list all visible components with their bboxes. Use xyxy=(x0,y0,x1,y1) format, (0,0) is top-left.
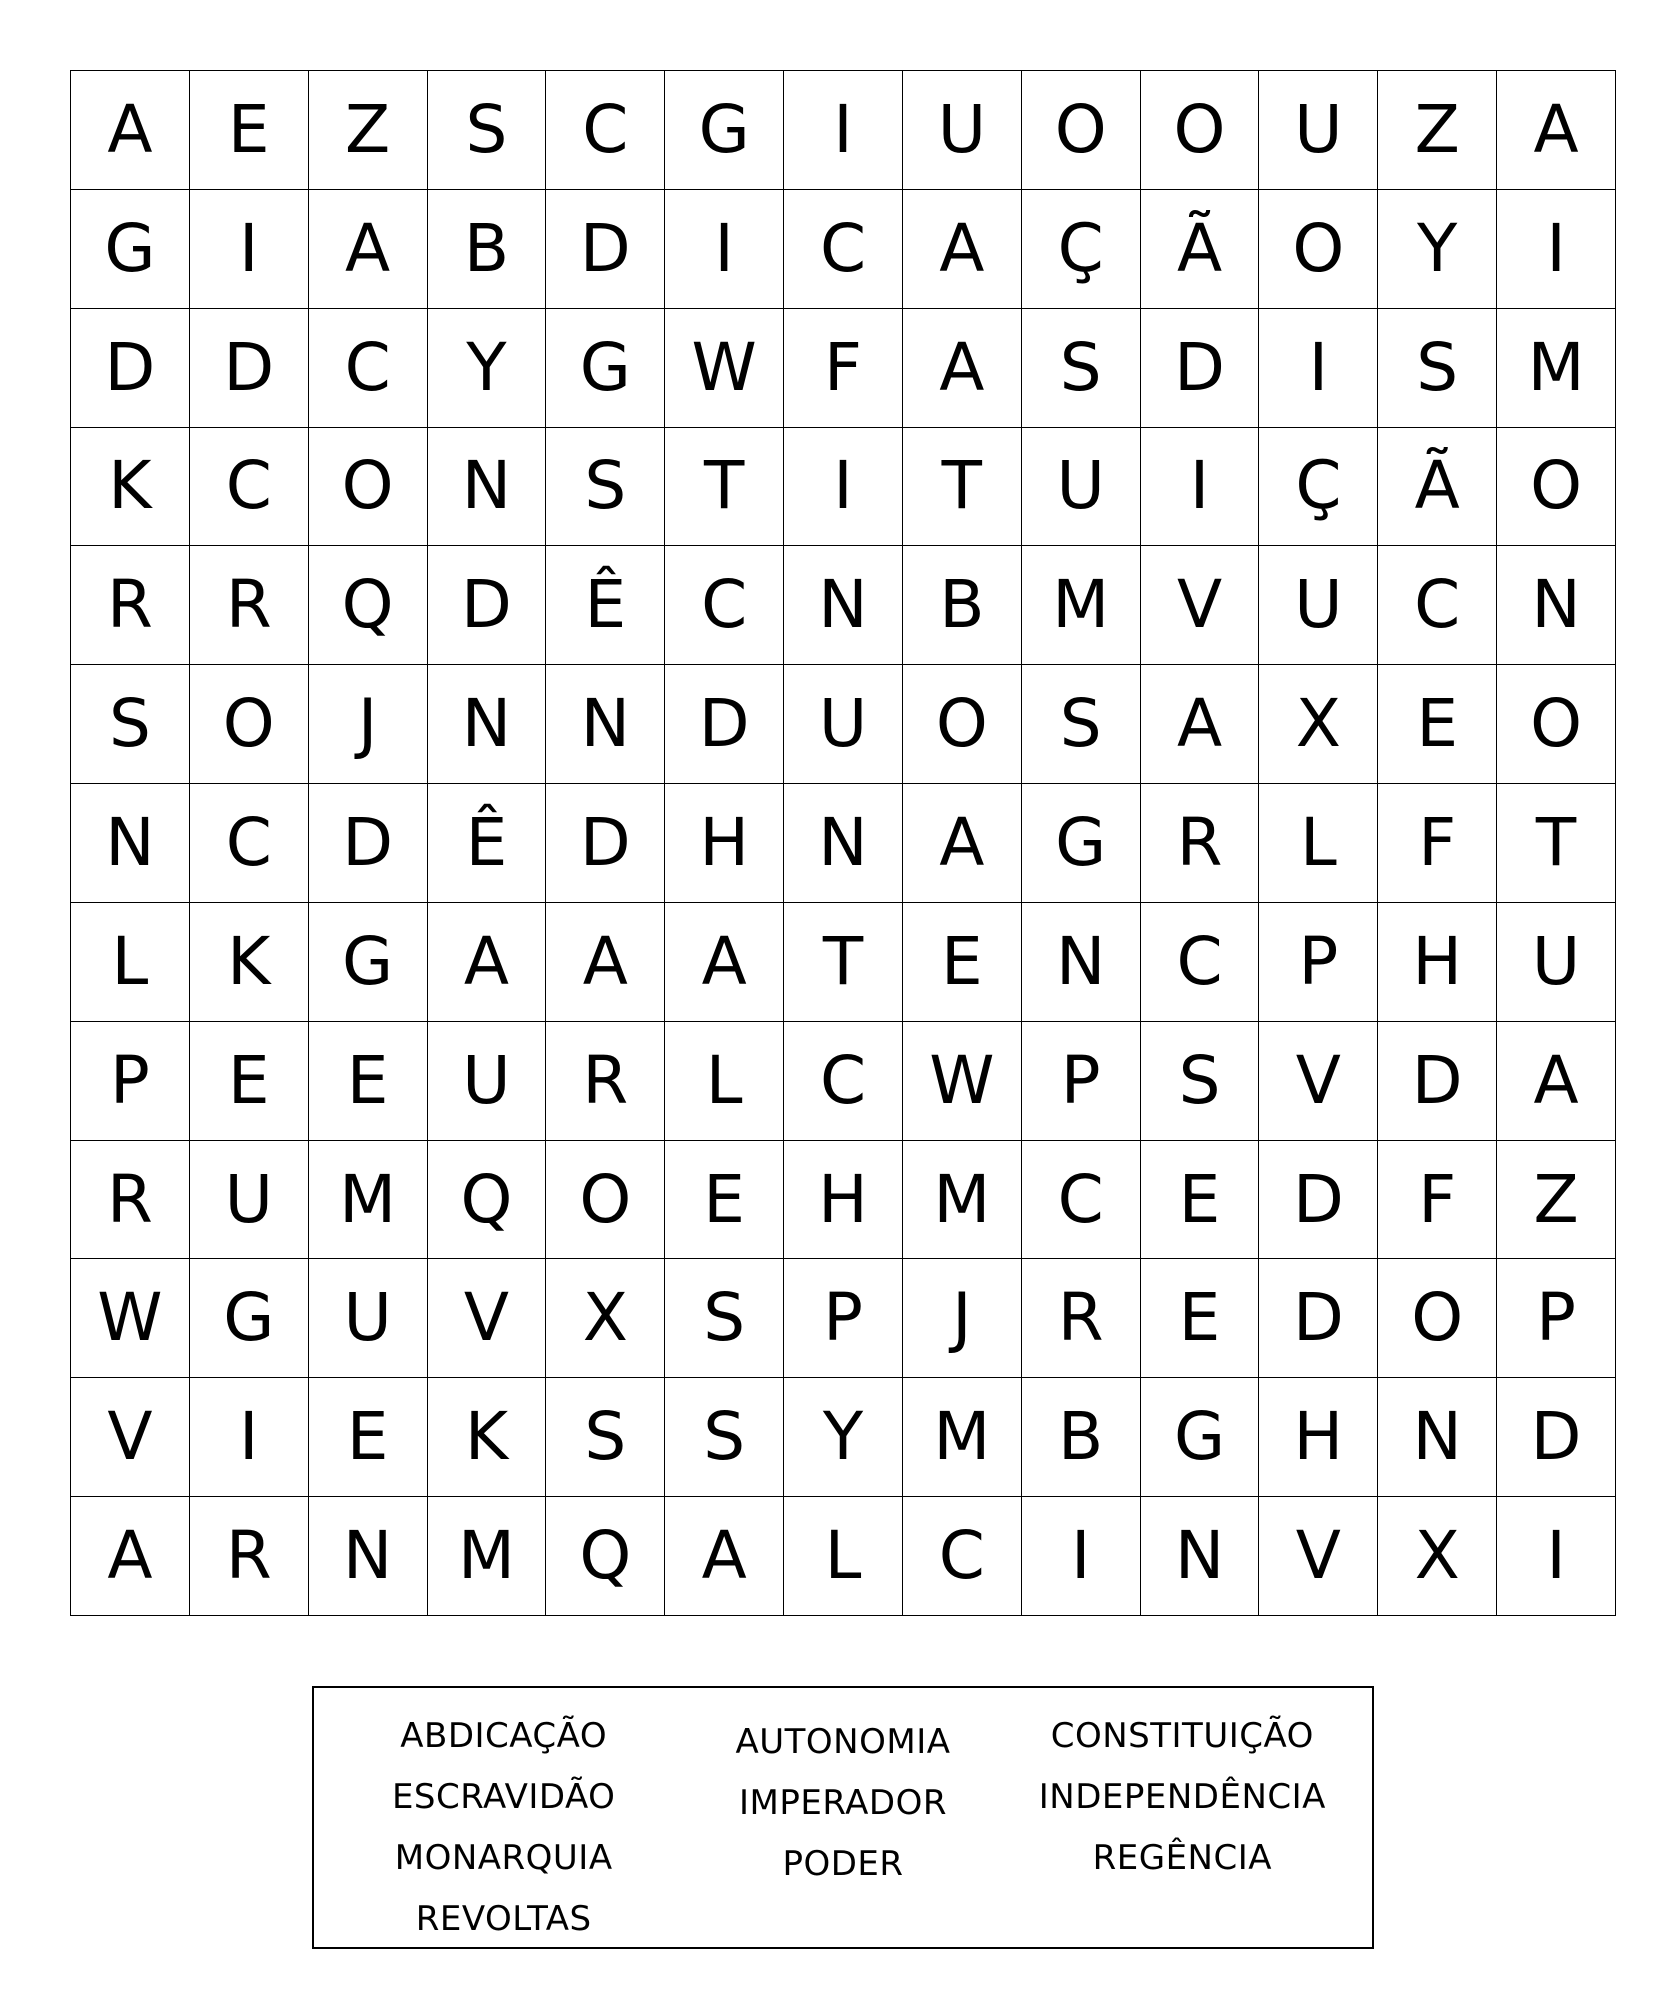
grid-cell[interactable]: P xyxy=(1497,1259,1616,1378)
grid-cell[interactable]: A xyxy=(71,71,190,190)
grid-cell[interactable]: G xyxy=(309,903,428,1022)
grid-cell[interactable]: M xyxy=(903,1378,1022,1497)
grid-cell[interactable]: Ç xyxy=(1022,190,1141,309)
grid-cell[interactable]: A xyxy=(903,784,1022,903)
word-list-item: MONARQUIA xyxy=(394,1838,613,1878)
grid-cell[interactable]: S xyxy=(546,428,665,547)
grid-cell[interactable]: V xyxy=(1259,1497,1378,1616)
word-search-grid xyxy=(70,70,1616,1616)
grid-cell[interactable]: Y xyxy=(428,309,547,428)
word-list-box xyxy=(312,1686,1374,1949)
grid-cell[interactable]: C xyxy=(903,1497,1022,1616)
grid-cell[interactable]: O xyxy=(1259,190,1378,309)
grid-cell[interactable]: I xyxy=(665,190,784,309)
grid-cell[interactable]: A xyxy=(1497,71,1616,190)
grid-cell[interactable]: S xyxy=(1022,665,1141,784)
grid-cell[interactable]: I xyxy=(190,190,309,309)
grid-cell[interactable]: C xyxy=(784,1022,903,1141)
grid-cell[interactable]: H xyxy=(665,784,784,903)
grid-cell[interactable]: N xyxy=(309,1497,428,1616)
grid-cell[interactable]: M xyxy=(309,1141,428,1260)
grid-cell[interactable]: E xyxy=(903,903,1022,1022)
grid-cell[interactable]: A xyxy=(1141,665,1260,784)
grid-cell[interactable]: I xyxy=(1141,428,1260,547)
grid-cell[interactable]: R xyxy=(1022,1259,1141,1378)
grid-cell[interactable]: Z xyxy=(309,71,428,190)
grid-cell[interactable]: Ç xyxy=(1259,428,1378,547)
grid-cell[interactable]: U xyxy=(309,1259,428,1378)
grid-cell[interactable]: N xyxy=(428,665,547,784)
grid-cell[interactable]: H xyxy=(1378,903,1497,1022)
grid-cell[interactable]: W xyxy=(903,1022,1022,1141)
grid-cell[interactable]: X xyxy=(1259,665,1378,784)
grid-cell[interactable]: P xyxy=(1022,1022,1141,1141)
grid-cell[interactable]: O xyxy=(1141,71,1260,190)
grid-cell[interactable]: Ê xyxy=(428,784,547,903)
grid-cell[interactable]: D xyxy=(71,309,190,428)
grid-cell[interactable]: M xyxy=(1497,309,1616,428)
word-list-item: AUTONOMIA xyxy=(735,1722,951,1762)
grid-cell[interactable]: S xyxy=(546,1378,665,1497)
grid-cell[interactable]: I xyxy=(190,1378,309,1497)
grid-cell[interactable]: T xyxy=(903,428,1022,547)
grid-cell[interactable]: F xyxy=(1378,1141,1497,1260)
word-list-item: CONSTITUIÇÃO xyxy=(1050,1716,1314,1756)
grid-cell[interactable]: A xyxy=(903,309,1022,428)
grid-cell[interactable]: L xyxy=(1259,784,1378,903)
grid-cell[interactable]: U xyxy=(1259,546,1378,665)
grid-cell[interactable]: C xyxy=(784,190,903,309)
grid-cell[interactable]: N xyxy=(71,784,190,903)
grid-cell[interactable]: G xyxy=(1141,1378,1260,1497)
grid-cell[interactable]: C xyxy=(1022,1141,1141,1260)
word-list-item: ESCRAVIDÃO xyxy=(391,1777,616,1817)
grid-cell[interactable]: Ê xyxy=(546,546,665,665)
grid-cell[interactable]: A xyxy=(903,190,1022,309)
grid-cell[interactable]: T xyxy=(1497,784,1616,903)
grid-cell[interactable]: S xyxy=(665,1259,784,1378)
grid-cell[interactable]: N xyxy=(1497,546,1616,665)
grid-cell[interactable]: L xyxy=(71,903,190,1022)
grid-cell[interactable]: M xyxy=(1022,546,1141,665)
grid-cell[interactable]: D xyxy=(546,784,665,903)
word-list-column xyxy=(673,1706,1012,1950)
word-list-item: INDEPENDÊNCIA xyxy=(1038,1777,1326,1817)
grid-cell[interactable]: C xyxy=(309,309,428,428)
grid-cell[interactable]: O xyxy=(190,665,309,784)
grid-cell[interactable]: O xyxy=(1497,665,1616,784)
grid-cell[interactable]: H xyxy=(1259,1378,1378,1497)
grid-cell[interactable]: D xyxy=(1141,309,1260,428)
grid-cell[interactable]: D xyxy=(1497,1378,1616,1497)
grid-cell[interactable]: G xyxy=(71,190,190,309)
grid-cell[interactable]: W xyxy=(71,1259,190,1378)
grid-cell[interactable]: Z xyxy=(1497,1141,1616,1260)
grid-cell[interactable]: C xyxy=(190,428,309,547)
grid-cell[interactable]: K xyxy=(71,428,190,547)
grid-cell[interactable]: A xyxy=(665,1497,784,1616)
grid-cell[interactable]: Ã xyxy=(1378,428,1497,547)
grid-cell[interactable]: V xyxy=(1259,1022,1378,1141)
grid-cell[interactable]: X xyxy=(1378,1497,1497,1616)
grid-cell[interactable]: A xyxy=(1497,1022,1616,1141)
grid-cell[interactable]: A xyxy=(309,190,428,309)
grid-cell[interactable]: R xyxy=(190,1497,309,1616)
grid-cell[interactable]: O xyxy=(903,665,1022,784)
grid-cell[interactable]: A xyxy=(428,903,547,1022)
grid-cell[interactable]: D xyxy=(190,309,309,428)
word-list-item: REGÊNCIA xyxy=(1092,1838,1273,1878)
grid-cell[interactable]: R xyxy=(190,546,309,665)
grid-cell[interactable]: Ã xyxy=(1141,190,1260,309)
grid-cell[interactable]: N xyxy=(1141,1497,1260,1616)
grid-cell[interactable]: V xyxy=(71,1378,190,1497)
grid-cell[interactable]: U xyxy=(784,665,903,784)
grid-cell[interactable]: S xyxy=(1022,309,1141,428)
grid-cell[interactable]: D xyxy=(546,190,665,309)
grid-cell[interactable]: T xyxy=(665,428,784,547)
grid-cell[interactable]: E xyxy=(665,1141,784,1260)
grid-cell[interactable]: J xyxy=(903,1259,1022,1378)
grid-cell[interactable]: Z xyxy=(1378,71,1497,190)
grid-cell[interactable]: D xyxy=(665,665,784,784)
grid-cell[interactable]: O xyxy=(1497,428,1616,547)
grid-cell[interactable]: S xyxy=(428,71,547,190)
grid-cell[interactable]: S xyxy=(665,1378,784,1497)
grid-cell[interactable]: R xyxy=(71,546,190,665)
grid-cell[interactable]: E xyxy=(1141,1259,1260,1378)
grid-cell[interactable]: M xyxy=(428,1497,547,1616)
word-list-item: REVOLTAS xyxy=(415,1899,592,1939)
grid-cell[interactable]: E xyxy=(1378,665,1497,784)
grid-cell[interactable]: N xyxy=(1378,1378,1497,1497)
grid-cell[interactable]: G xyxy=(546,309,665,428)
grid-cell[interactable]: Y xyxy=(1378,190,1497,309)
grid-cell[interactable]: N xyxy=(784,546,903,665)
grid-cell[interactable]: K xyxy=(190,903,309,1022)
grid-cell[interactable]: U xyxy=(190,1141,309,1260)
grid-cell[interactable]: P xyxy=(1259,903,1378,1022)
grid-cell[interactable]: R xyxy=(546,1022,665,1141)
grid-cell[interactable]: O xyxy=(1378,1259,1497,1378)
grid-cell[interactable]: P xyxy=(71,1022,190,1141)
grid-cell[interactable]: U xyxy=(1497,903,1616,1022)
grid-cell[interactable]: N xyxy=(1022,903,1141,1022)
grid-cell[interactable]: U xyxy=(1022,428,1141,547)
grid-cell[interactable]: I xyxy=(784,71,903,190)
grid-cell[interactable]: U xyxy=(1259,71,1378,190)
grid-cell[interactable]: C xyxy=(546,71,665,190)
grid-cell[interactable]: X xyxy=(546,1259,665,1378)
grid-cell[interactable]: K xyxy=(428,1378,547,1497)
grid-cell[interactable]: S xyxy=(1378,309,1497,428)
grid-cell[interactable]: Q xyxy=(546,1497,665,1616)
grid-cell[interactable]: E xyxy=(190,71,309,190)
grid-cell[interactable]: E xyxy=(309,1022,428,1141)
word-list-column xyxy=(334,1706,673,1950)
grid-cell[interactable]: O xyxy=(546,1141,665,1260)
grid-cell[interactable]: E xyxy=(1141,1141,1260,1260)
grid-cell[interactable]: R xyxy=(71,1141,190,1260)
grid-cell[interactable]: O xyxy=(1022,71,1141,190)
word-list-column xyxy=(1013,1706,1352,1950)
grid-cell[interactable]: V xyxy=(1141,546,1260,665)
grid-cell[interactable]: Q xyxy=(309,546,428,665)
grid-cell[interactable]: D xyxy=(428,546,547,665)
grid-cell[interactable]: F xyxy=(784,309,903,428)
grid-cell[interactable]: C xyxy=(1378,546,1497,665)
grid-cell[interactable]: H xyxy=(784,1141,903,1260)
grid-cell[interactable]: D xyxy=(1378,1022,1497,1141)
grid-cell[interactable]: I xyxy=(1497,190,1616,309)
grid-cell[interactable]: N xyxy=(428,428,547,547)
grid-cell[interactable]: E xyxy=(190,1022,309,1141)
grid-cell[interactable]: A xyxy=(71,1497,190,1616)
grid-cell[interactable]: A xyxy=(665,903,784,1022)
word-list-item: IMPERADOR xyxy=(739,1783,947,1823)
grid-cell[interactable]: Y xyxy=(784,1378,903,1497)
word-list-item: ABDICAÇÃO xyxy=(400,1716,608,1756)
grid-cell[interactable]: S xyxy=(71,665,190,784)
grid-cell[interactable]: T xyxy=(784,903,903,1022)
grid-cell[interactable]: L xyxy=(784,1497,903,1616)
grid-cell[interactable]: C xyxy=(665,546,784,665)
grid-cell[interactable]: I xyxy=(1497,1497,1616,1616)
grid-cell[interactable]: N xyxy=(546,665,665,784)
grid-cell[interactable]: W xyxy=(665,309,784,428)
grid-cell[interactable]: C xyxy=(190,784,309,903)
grid-cell[interactable]: J xyxy=(309,665,428,784)
grid-cell[interactable]: P xyxy=(784,1259,903,1378)
grid-cell[interactable]: G xyxy=(1022,784,1141,903)
grid-cell[interactable]: C xyxy=(1141,903,1260,1022)
grid-cell[interactable]: B xyxy=(903,546,1022,665)
grid-cell[interactable]: N xyxy=(784,784,903,903)
grid-cell[interactable]: M xyxy=(903,1141,1022,1260)
grid-cell[interactable]: D xyxy=(1259,1259,1378,1378)
grid-cell[interactable]: O xyxy=(309,428,428,547)
grid-cell[interactable]: L xyxy=(665,1022,784,1141)
grid-cell[interactable]: Q xyxy=(428,1141,547,1260)
grid-cell[interactable]: F xyxy=(1378,784,1497,903)
grid-cell[interactable]: U xyxy=(428,1022,547,1141)
grid-cell[interactable]: D xyxy=(1259,1141,1378,1260)
grid-cell[interactable]: G xyxy=(665,71,784,190)
grid-cell[interactable]: I xyxy=(1022,1497,1141,1616)
grid-cell[interactable]: R xyxy=(1141,784,1260,903)
grid-cell[interactable]: B xyxy=(1022,1378,1141,1497)
word-list-item: PODER xyxy=(782,1844,904,1884)
grid-cell[interactable]: U xyxy=(903,71,1022,190)
grid-cell[interactable]: I xyxy=(784,428,903,547)
grid-cell[interactable]: B xyxy=(428,190,547,309)
grid-cell[interactable]: S xyxy=(1141,1022,1260,1141)
grid-cell[interactable]: A xyxy=(546,903,665,1022)
grid-cell[interactable]: I xyxy=(1259,309,1378,428)
grid-cell[interactable]: V xyxy=(428,1259,547,1378)
grid-cell[interactable]: D xyxy=(309,784,428,903)
grid-cell[interactable]: G xyxy=(190,1259,309,1378)
grid-cell[interactable]: E xyxy=(309,1378,428,1497)
